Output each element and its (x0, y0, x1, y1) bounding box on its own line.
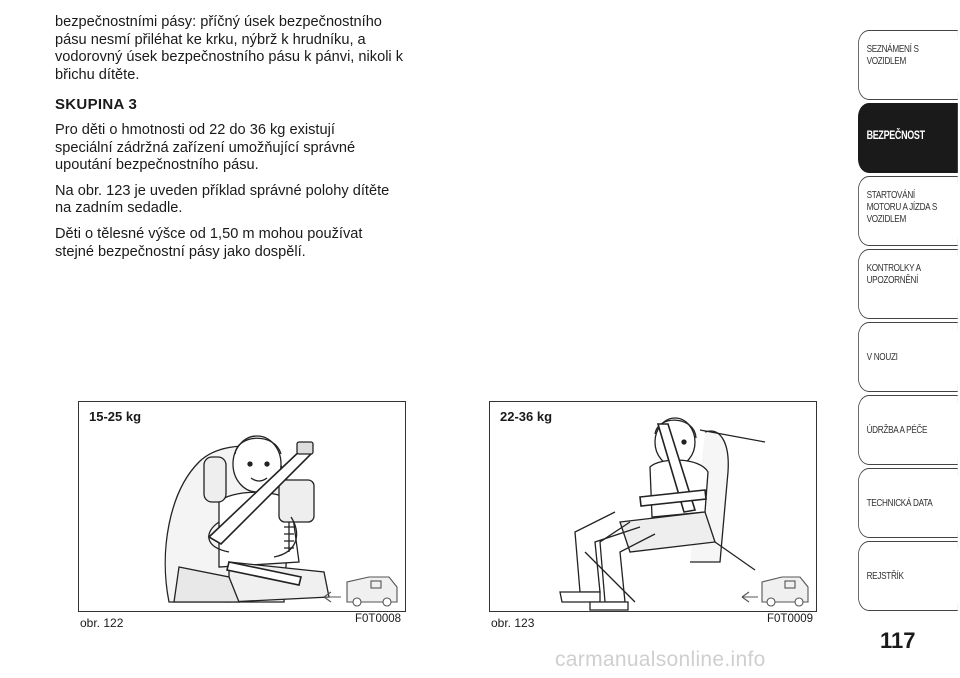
figure-code: F0T0008 (355, 613, 402, 625)
page-number: 117 (880, 628, 916, 653)
figure-code: F0T0009 (767, 613, 814, 625)
body-text (55, 14, 455, 269)
figure-caption: obr. 122 (80, 616, 124, 630)
car-direction-icon (742, 577, 808, 606)
figure-caption: obr. 123 (491, 616, 535, 630)
paragraph-4: Děti o tělesné výšce od 1,50 m mohou používat stejné bezpečnostní pásy jako dospělí. (55, 225, 363, 260)
tab-technicka-data[interactable]: TECHNICKÁ DATA (858, 468, 958, 538)
tab-startovani[interactable]: STARTOVÁNÍ MOTORU A JÍZDA S VOZIDLEM (858, 176, 958, 246)
tab-bezpecnost[interactable]: BEZPEČNOST (858, 103, 958, 173)
tab-kontrolky[interactable]: KONTROLKY A UPOZORNĚNÍ (858, 249, 958, 319)
figure-123 (489, 401, 817, 612)
weight-label: 22-36 kg (500, 409, 553, 424)
car-direction-icon (324, 577, 397, 606)
child-booster-seat-illustration (79, 402, 407, 613)
weight-label: 15-25 kg (89, 409, 142, 424)
watermark-text: carmanualsonline.info (555, 648, 766, 671)
tab-seznameni[interactable]: SEZNÁMENÍ S VOZIDLEM (858, 30, 958, 100)
section-heading: SKUPINA 3 (55, 96, 138, 114)
tab-udrzba[interactable]: ÚDRŽBA A PÉČE (858, 395, 958, 465)
tab-rejstrik[interactable]: REJSTŘÍK (858, 541, 958, 611)
figure-122 (78, 401, 406, 612)
tab-v-nouzi[interactable]: V NOUZI (858, 322, 958, 392)
child-seated-belt-illustration (490, 402, 818, 613)
paragraph-2: Pro děti o hmotnosti od 22 do 36 kg existují speciální zádržná zařízení umožňující správné upoutání bezpečnostního pásu. (55, 121, 356, 174)
paragraph-3: Na obr. 123 je uveden příklad správné polohy dítěte na zadním sedadle. (55, 182, 390, 217)
paragraph-1: bezpečnostními pásy: příčný úsek bezpečnostního pásu nesmí přiléhat ke krku, nýbrž k hrudníku, a vodorovný úsek bezpečnostního pásu k pánvi, nikoli k břichu dítěte. (55, 14, 404, 83)
